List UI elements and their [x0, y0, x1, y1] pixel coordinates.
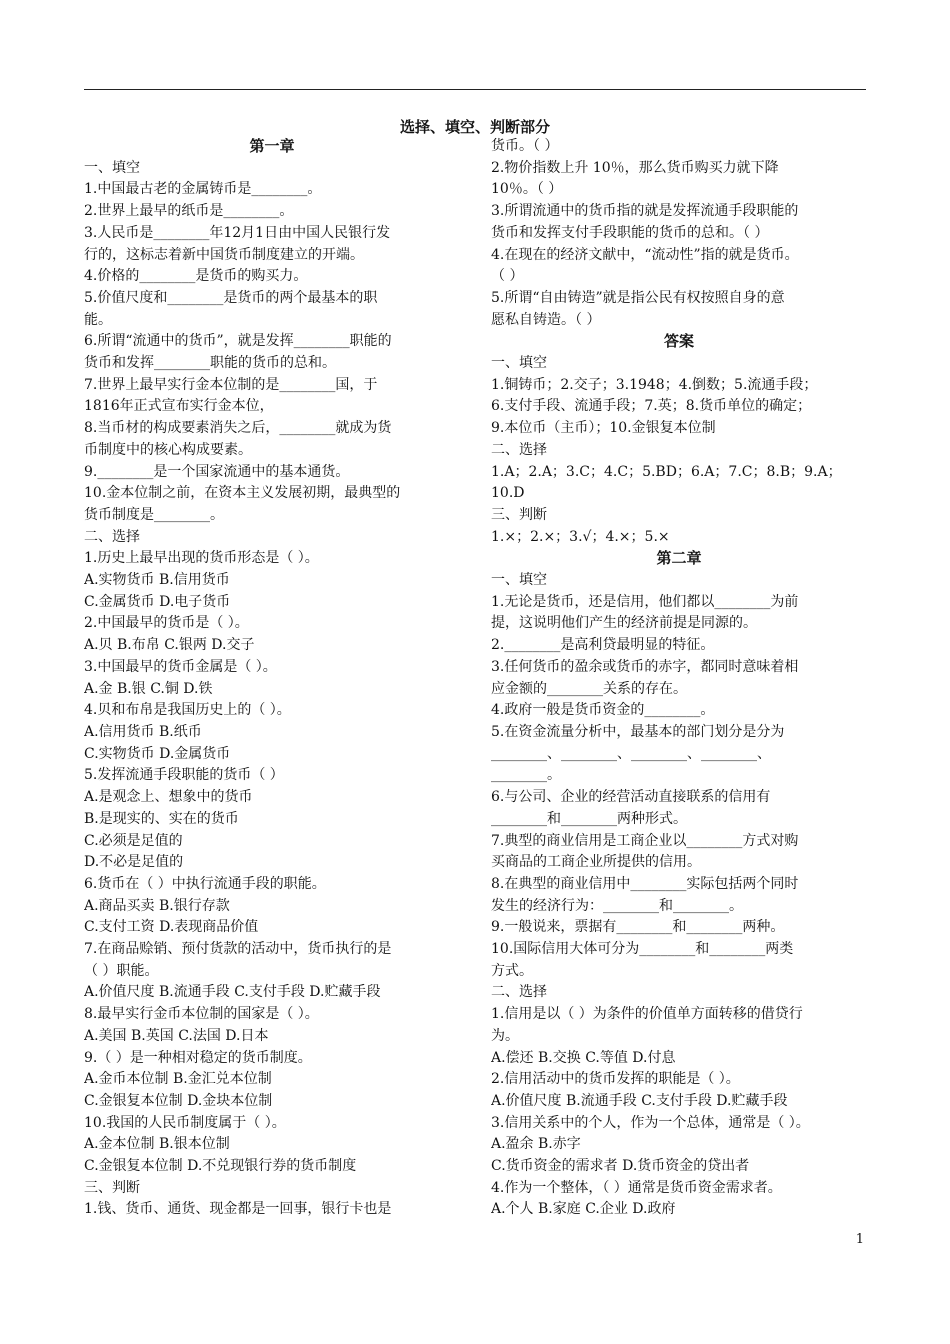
text-line: C.金银复本位制 D.金块本位制 [84, 1092, 273, 1109]
text-line: A.是观念上、想象中的货币 [84, 789, 253, 806]
text-line: 5.价值尺度和________是货币的两个最基本的职 [84, 289, 378, 306]
right-column [491, 136, 867, 1221]
text-line: 4.政府一般是货币资金的________。 [491, 702, 715, 719]
text-line: A.个人 B.家庭 C.企业 D.政府 [491, 1201, 676, 1218]
text-line: 行的，这标志着新中国货币制度建立的开端。 [84, 246, 364, 263]
document-title: 选择、填空、判断部分 [399, 118, 550, 136]
text-line: 10.我国的人民币制度属于（ ）。 [84, 1114, 286, 1131]
header-rule [84, 89, 866, 90]
text-line: C.必须是足值的 [84, 832, 183, 849]
text-line: C.实物货币 D.金属货币 [84, 745, 231, 762]
text-line: 1.无论是货币，还是信用，他们都以________为前 [491, 593, 799, 610]
text-line: 6.与公司、企业的经营活动直接联系的信用有 [491, 789, 771, 806]
page-number: 1 [855, 1232, 864, 1247]
text-line: 8.在典型的商业信用中________实际包括两个同时 [491, 875, 799, 892]
text-line: （ ） [491, 268, 524, 285]
text-line: 2.世界上最早的纸币是________。 [84, 203, 294, 220]
text-line: C.货币资金的需求者 D.货币资金的贷出者 [491, 1158, 750, 1175]
text-line: 5.所谓“自由铸造”就是指公民有权按照自身的意 [491, 289, 785, 306]
text-line: 3.所谓流通中的货币指的就是发挥流通手段职能的 [491, 203, 799, 220]
text-line: 三、判断 [84, 1179, 140, 1196]
text-line: 一、填空 [491, 572, 547, 589]
text-line: 9.本位币（主币）；10.金银复本位制 [491, 420, 716, 437]
text-line: 10.国际信用大体可分为________和________两类 [491, 941, 794, 958]
section-heading: 答案 [663, 332, 694, 351]
text-line: 发生的经济行为：________和________。 [491, 897, 743, 914]
text-line: 4.在现在的经济文献中，“流动性”指的就是货币。 [491, 246, 799, 263]
text-line: A.贝 B.布帛 C.银两 D.交子 [84, 637, 255, 654]
text-line: 1.信用是以（ ）为条件的价值单方面转移的借贷行 [491, 1006, 803, 1023]
text-line: 5.发挥流通手段职能的货币（ ） [84, 767, 284, 784]
text-line: C.支付工资 D.表现商品价值 [84, 919, 259, 936]
text-line: 2.________是高利贷最明显的特征。 [491, 637, 715, 654]
text-line: 9.________是一个国家流通中的基本通货。 [84, 463, 350, 480]
text-line: 3.中国最早的货币金属是（ ）。 [84, 658, 277, 675]
text-line: 能。 [84, 311, 112, 328]
text-line: 10％。（ ） [491, 181, 563, 198]
text-line: C.金银复本位制 D.不兑现银行券的货币制度 [84, 1158, 357, 1175]
text-line: 1.中国最古老的金属铸币是________。 [84, 181, 322, 198]
text-line: 3.任何货币的盈余或货币的赤字，都同时意味着相 [491, 658, 799, 675]
text-line: A.盈余 B.赤字 [491, 1136, 581, 1153]
text-line: 9.一般说来，票据有________和________两种。 [491, 919, 785, 936]
text-line: 3.人民币是________年12月1日由中国人民银行发 [84, 224, 391, 241]
text-line: 方式。 [491, 962, 533, 979]
text-line: 买商品的工商企业所提供的信用。 [491, 854, 701, 871]
text-line: 二、选择 [491, 984, 547, 1001]
text-line: B.是现实的、实在的货币 [84, 810, 239, 827]
text-line: ________。 [491, 767, 561, 784]
text-line: 货币和发挥支付手段职能的货币的总和。（ ） [491, 224, 769, 241]
text-line: 1.A；2.A；3.C；4.C；5.BD；6.A；7.C；8.B；9.A； [491, 463, 842, 480]
text-line: 6.支付手段、流通手段；7.英；8.货币单位的确定； [491, 398, 812, 415]
text-line: 一、填空 [84, 159, 140, 176]
text-line: A.商品买卖 B.银行存款 [84, 897, 230, 914]
text-line: 应金额的________关系的存在。 [491, 680, 687, 697]
text-line: 8.当币材的构成要素消失之后，________就成为货 [84, 420, 392, 437]
text-line: 10.金本位制之前，在资本主义发展初期，最典型的 [84, 485, 401, 502]
text-line: ________、________、________、________、 [491, 745, 771, 762]
text-line: A.金币本位制 B.金汇兑本位制 [84, 1071, 272, 1088]
text-line: A.价值尺度 B.流通手段 C.支付手段 D.贮藏手段 [84, 984, 381, 1001]
text-line: 提，这说明他们产生的经济前提是同源的。 [491, 615, 757, 632]
text-line: ________和________两种形式。 [491, 810, 687, 827]
text-line: 3.信用关系中的个人，作为一个总体，通常是（ ）。 [491, 1114, 810, 1131]
text-line: 币制度中的核心构成要素。 [84, 441, 252, 458]
text-line: 三、判断 [491, 506, 547, 523]
text-line: D.不必是足值的 [84, 854, 184, 871]
text-line: 货币制度是________。 [84, 506, 224, 523]
text-line: A.美国 B.英国 C.法国 D.日本 [84, 1027, 269, 1044]
text-line: 2.物价指数上升 10％，那么货币购买力就下降 [491, 159, 779, 176]
text-line: 货币。（ ） [491, 138, 559, 154]
text-line: 2.中国最早的货币是（ ）。 [84, 615, 249, 632]
text-line: A.实物货币 B.信用货币 [84, 572, 230, 589]
text-line: 为。 [491, 1027, 519, 1044]
text-line: 1.钱、货币、通货、现金都是一回事，银行卡也是 [84, 1201, 392, 1218]
text-line: 7.典型的商业信用是工商企业以________方式对购 [491, 832, 799, 849]
text-line: A.金 B.银 C.铜 D.铁 [84, 680, 213, 697]
text-line: 4.贝和布帛是我国历史上的（ ）。 [84, 702, 291, 719]
text-line: 1.历史上最早出现的货币形态是（ ）。 [84, 550, 319, 567]
text-line: A.信用货币 B.纸币 [84, 723, 202, 740]
text-line: 4.作为一个整体，（ ）通常是货币资金需求者。 [491, 1179, 782, 1196]
text-line: 9.（ ）是一种相对稳定的货币制度。 [84, 1049, 312, 1066]
section-heading: 第一章 [249, 137, 295, 155]
text-line: 6.所谓“流通中的货币”，就是发挥________职能的 [84, 333, 392, 350]
text-line: 愿私自铸造。（ ） [491, 311, 601, 328]
text-line: 7.在商品赊销、预付货款的活动中，货币执行的是 [84, 941, 392, 958]
left-column [84, 136, 460, 1221]
text-line: 1816年正式宣布实行金本位， [84, 398, 274, 415]
text-line: （ ）职能。 [84, 962, 159, 979]
text-line: 8.最早实行金币本位制的国家是（ ）。 [84, 1006, 319, 1023]
text-line: 6.货币在（ ）中执行流通手段的职能。 [84, 875, 326, 892]
section-heading: 第二章 [656, 549, 702, 568]
text-line: 二、选择 [84, 528, 140, 545]
text-line: A.价值尺度 B.流通手段 C.支付手段 D.贮藏手段 [491, 1092, 788, 1109]
text-line: 2.信用活动中的货币发挥的职能是（ ）。 [491, 1071, 740, 1088]
text-line: 4.价格的________是货币的购买力。 [84, 268, 308, 285]
text-line: 二、选择 [491, 441, 547, 458]
text-line: A.金本位制 B.银本位制 [84, 1136, 230, 1153]
text-line: A.偿还 B.交换 C.等值 D.付息 [491, 1049, 676, 1066]
text-line: 1.×；2.×；3.√；4.×；5.× [491, 528, 670, 545]
text-line: 10.D [491, 485, 525, 502]
text-line: 一、填空 [491, 355, 547, 372]
text-line: 1.铜铸币；2.交子；3.1948；4.倒数；5.流通手段； [491, 376, 818, 393]
text-line: 货币和发挥________职能的货币的总和。 [84, 355, 336, 372]
text-line: 5.在资金流量分析中，最基本的部门划分是分为 [491, 723, 785, 740]
text-line: 7.世界上最早实行金本位制的是________国，于 [84, 376, 378, 393]
text-line: C.金属货币 D.电子货币 [84, 593, 231, 610]
